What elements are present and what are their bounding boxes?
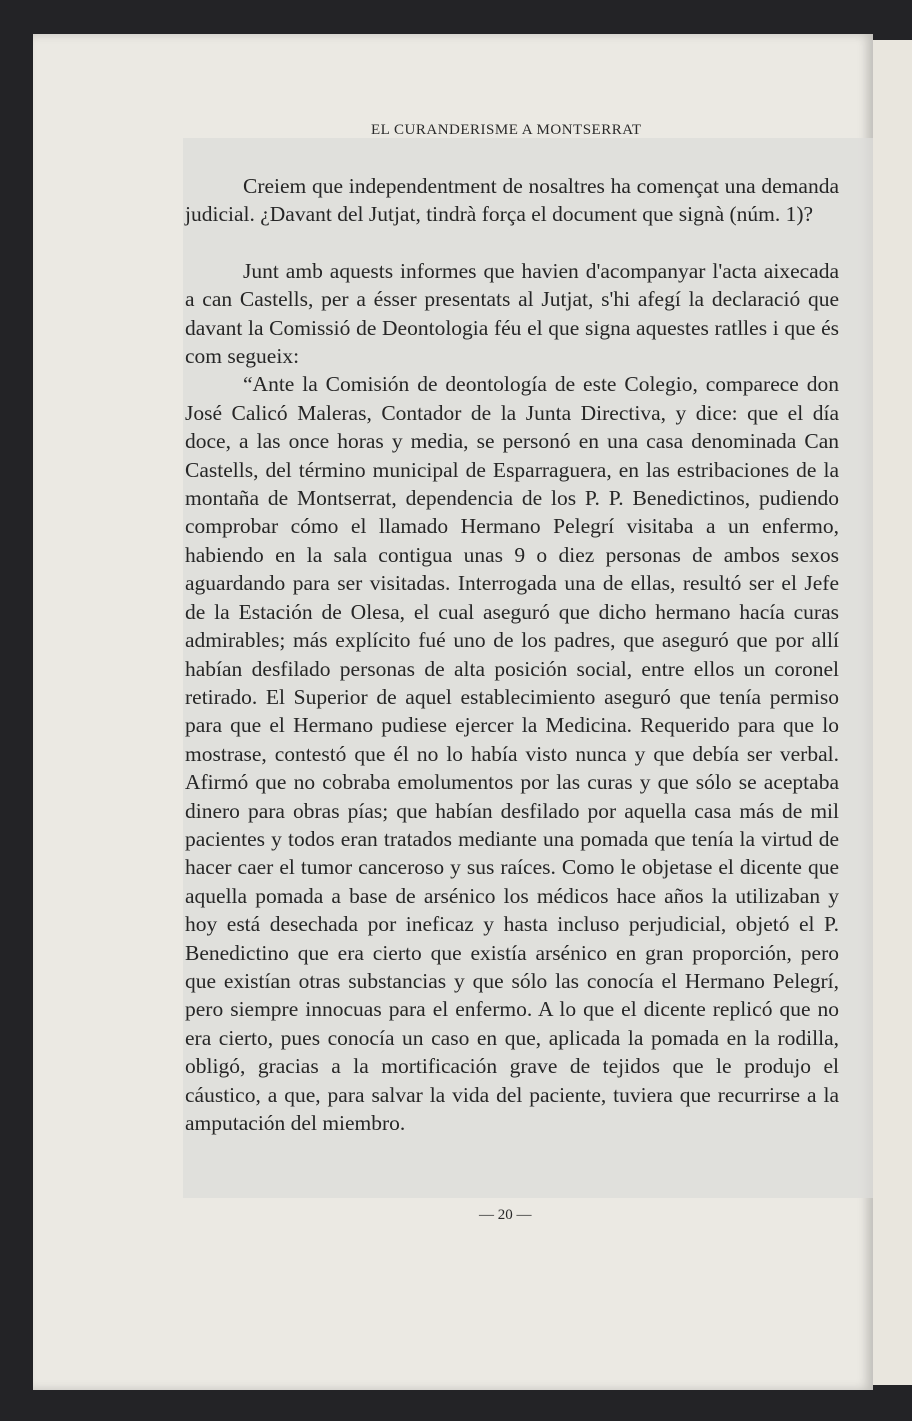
page-number: — 20 — bbox=[479, 1207, 532, 1223]
facing-page-edge bbox=[868, 40, 912, 1385]
paragraph: Creiem que independentment de nosaltres ha començat una demanda judicial. ¿Davant del Jutjat, tindrà força el document que signà (núm. 1)? bbox=[185, 174, 839, 227]
book-page bbox=[33, 34, 873, 1390]
body-text bbox=[185, 172, 839, 1137]
paragraph: Junt amb aquests informes que havien d'acompanyar l'acta aixecada a can Castells, per a ésser presentats al Jutjat, s'hi afegí la declaració que davant la Comissió de Deontologia féu el que signa aquestes ratlles i que és com segueix: bbox=[185, 258, 839, 369]
paragraph: “Ante la Comisión de deontología de este Colegio, comparece don José Calicó Maleras, Contador de la Junta Directiva, y dice: que el día doce, a las once horas y media, se personó en una casa denominada Can Castells, del término municipal de Esparraguera, en las estribaciones de la montaña de Montserrat, dependencia de los P. P. Benedictinos, pudiendo comprobar cómo el llamado Hermano Pelegrí visitaba a un enfermo, habiendo en la sala contigua unas 9 o diez personas de ambos sexos aguardando para ser visitadas. Interrogada una de ellas, resultó ser el Jefe de la Estación de Olesa, el cual aseguró que dicho hermano hacía curas admirables; más explícito fué uno de los padres, que aseguró que por allí habían desfilado personas de alta posición social, entre ellos un coronel retirado. El Superior de aquel establecimiento aseguró que tenía permiso para que el Hermano pudiese ejercer la Medicina. Requerido para que lo mostrase, contestó que él no lo había visto nunca y que debía ser verbal. Afirmó que no cobraba emolumentos por las curas y que sólo se aceptaba dinero para obras pías; que habían desfilado por aquella casa más de mil pacientes y todos eran tratados mediante una pomada que tenía la virtud de hacer caer el tumor canceroso y sus raíces. Como le objetase el dicente que aquella pomada a base de arsénico los médicos hace años la utilizaban y hoy está desechada por ineficaz y hasta incluso perjudicial, objetó el P. Benedictino que era cierto que existía arsénico en gran proporción, pero que existían otras substancias y que sólo las conocía el Hermano Pelegrí, pero siempre innocuas para el enfermo. A lo que el dicente replicó que no era cierto, pues conocía un caso en que, aplicada la pomada en la rodilla, obligó, gracias a la mortificación grave de tejidos que le produjo el cáustico, a que, para salvar la vida del paciente, tuviera que recurrirse a la amputación del miembro. bbox=[185, 372, 839, 1135]
running-head: EL CURANDERISME A MONTSERRAT bbox=[371, 122, 642, 138]
